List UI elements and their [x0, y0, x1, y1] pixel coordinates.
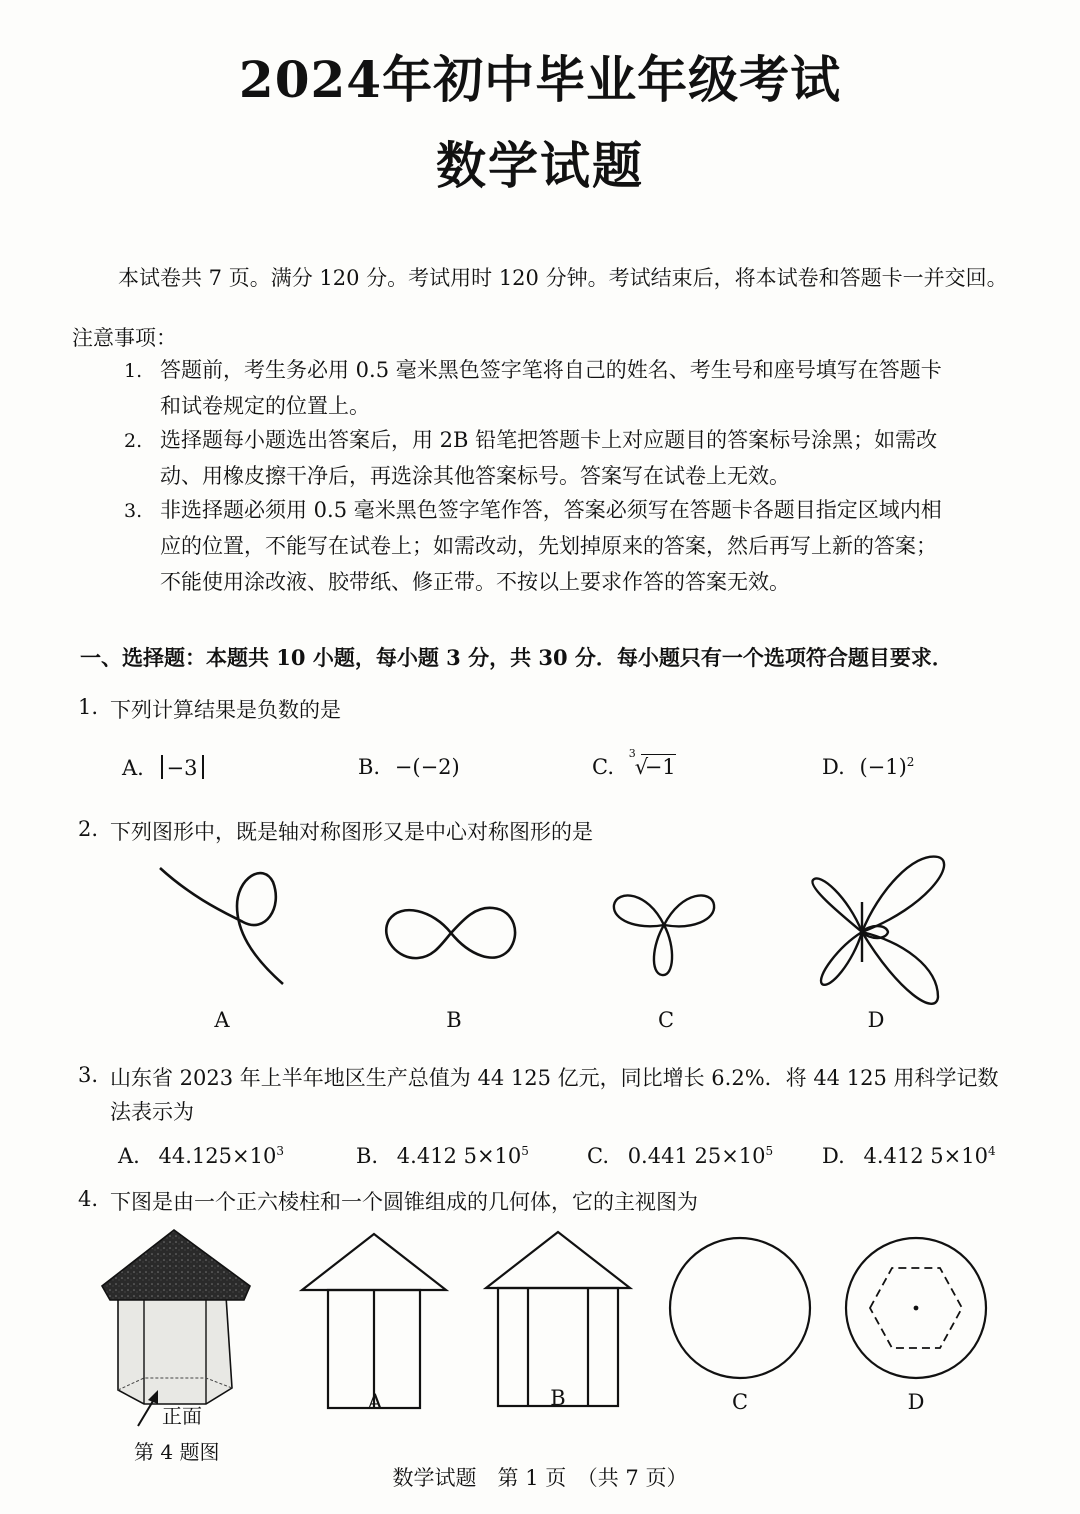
option-mantissa: 0.441 25×10 — [627, 1144, 766, 1168]
option-value: −3 — [166, 756, 198, 780]
q4-label-c: C — [731, 1390, 749, 1414]
abs-bar-left — [161, 755, 163, 779]
triangle-roof — [302, 1234, 446, 1290]
option-exponent: 3 — [276, 1144, 284, 1158]
trefoil — [614, 895, 714, 975]
option-label: C. — [587, 1144, 609, 1168]
option-label: B. — [356, 1144, 379, 1168]
exam-subtitle: 数学试题 — [436, 136, 644, 195]
q4-figure-caption: 第 4 题图 — [134, 1440, 220, 1464]
notice-item-3-number: 3. — [124, 500, 143, 522]
q3-option-d — [822, 1144, 996, 1168]
option-label: B. — [358, 755, 381, 779]
infinity-curve — [386, 908, 515, 958]
front-label: 正面 — [162, 1404, 202, 1428]
option-label: A. — [122, 756, 144, 780]
q4-label-b: B — [550, 1386, 566, 1410]
q2-figure-a — [155, 860, 295, 990]
exam-intro: 本试卷共 7 页。满分 120 分。考试用时 120 分钟。考试结束后，将本试卷和答题卡一并交回。 — [118, 266, 1008, 290]
q4-label-d: D — [907, 1390, 925, 1414]
option-exponent: 5 — [521, 1144, 529, 1158]
butterfly-curve — [812, 857, 944, 1004]
center-dot — [914, 1306, 919, 1311]
option-value: −(−2) — [394, 755, 460, 779]
option-label: D. — [822, 755, 845, 779]
option-exponent: 2 — [906, 755, 915, 769]
q2-label-a: A — [214, 1008, 230, 1032]
question-2-text: 下列图形中，既是轴对称图形又是中心对称图形的是 — [110, 820, 593, 844]
q4-view-d — [844, 1236, 994, 1386]
q3-option-c — [587, 1144, 773, 1168]
section-heading: 一、选择题：本题共 10 小题，每小题 3 分，共 30 分．每小题只有一个选项符合题目要求． — [80, 645, 953, 670]
question-4-text: 下图是由一个正六棱柱和一个圆锥组成的几何体，它的主视图为 — [110, 1190, 698, 1214]
notice-item-2-line-1: 选择题每小题选出答案后，用 2B 铅笔把答题卡上对应题目的答案标号涂黑；如需改 — [160, 428, 938, 452]
question-1-text: 下列计算结果是负数的是 — [110, 698, 341, 722]
notice-item-1-line-1: 答题前，考生务必用 0.5 毫米黑色签字笔将自己的姓名、考生号和座号填写在答题卡 — [160, 358, 942, 382]
cone-roof — [102, 1230, 250, 1300]
cube-root: 3 √ −1 — [628, 747, 676, 779]
q1-option-d — [822, 755, 914, 779]
hexagonal-prism — [118, 1296, 232, 1404]
root-index: 3 — [628, 747, 636, 760]
notice-heading: 注意事项： — [72, 326, 177, 350]
option-exponent: 5 — [765, 1144, 774, 1158]
q1-option-a — [122, 755, 208, 780]
q4-view-a — [300, 1232, 450, 1412]
q4-view-c — [668, 1236, 818, 1386]
notice-item-3-line-3: 不能使用涂改液、胶带纸、修正带。不按以上要求作答的答案无效。 — [160, 570, 790, 594]
abs-bar-right — [202, 755, 204, 779]
notice-item-2-line-2: 动、用橡皮擦干净后，再选涂其他答案标号。答案写在试卷上无效。 — [160, 464, 790, 488]
notice-item-2-number: 2. — [124, 430, 143, 452]
triangle-roof — [486, 1232, 630, 1288]
circle-outline — [670, 1238, 810, 1378]
option-mantissa: 44.125×10 — [158, 1144, 277, 1168]
question-3-number: 3. — [78, 1063, 99, 1087]
q1-option-c — [592, 747, 676, 779]
question-2-number: 2. — [78, 817, 99, 841]
q2-figure-b — [383, 900, 523, 970]
notice-item-3-line-1: 非选择题必须用 0.5 毫米黑色签字笔作答，答案必须写在答题卡各题目指定区域内相 — [160, 498, 942, 522]
radicand: −1 — [641, 754, 676, 779]
option-mantissa: 4.412 5×10 — [863, 1144, 988, 1168]
option-exponent: 4 — [987, 1144, 996, 1158]
notice-item-1-line-2: 和试卷规定的位置上。 — [160, 394, 370, 418]
option-label: C. — [592, 755, 614, 779]
page-footer: 数学试题 第 1 页 （共 7 页） — [392, 1466, 688, 1490]
q2-figure-c — [612, 885, 722, 985]
q4-label-a: A — [367, 1390, 383, 1414]
q4-view-b — [484, 1230, 634, 1410]
q3-option-a — [118, 1144, 284, 1168]
exam-title: 2024年初中毕业年级考试 — [238, 50, 842, 109]
question-3-line-1: 山东省 2023 年上半年地区生产总值为 44 125 亿元，同比增长 6.2%．将 44 125 用科学记数 — [110, 1066, 999, 1090]
question-4-number: 4. — [78, 1187, 99, 1211]
question-3-line-2: 法表示为 — [110, 1100, 194, 1124]
question-1-number: 1. — [78, 695, 99, 719]
option-mantissa: 4.412 5×10 — [396, 1144, 522, 1168]
loop-curve — [160, 868, 283, 984]
q3-option-b — [356, 1144, 529, 1168]
notice-item-3-line-2: 应的位置，不能写在试卷上；如需改动，先划掉原来的答案，然后再写上新的答案； — [160, 534, 937, 558]
option-label: A. — [118, 1144, 140, 1168]
option-base: (−1) — [859, 755, 907, 779]
q4-solid-figure — [96, 1228, 256, 1428]
q2-label-d: D — [867, 1008, 885, 1032]
option-label: D. — [822, 1144, 845, 1168]
q2-label-c: C — [657, 1008, 675, 1032]
q2-label-b: B — [446, 1008, 462, 1032]
q2-figure-d — [808, 852, 948, 1012]
notice-item-1-number: 1. — [124, 360, 143, 382]
q1-option-b — [358, 755, 460, 779]
